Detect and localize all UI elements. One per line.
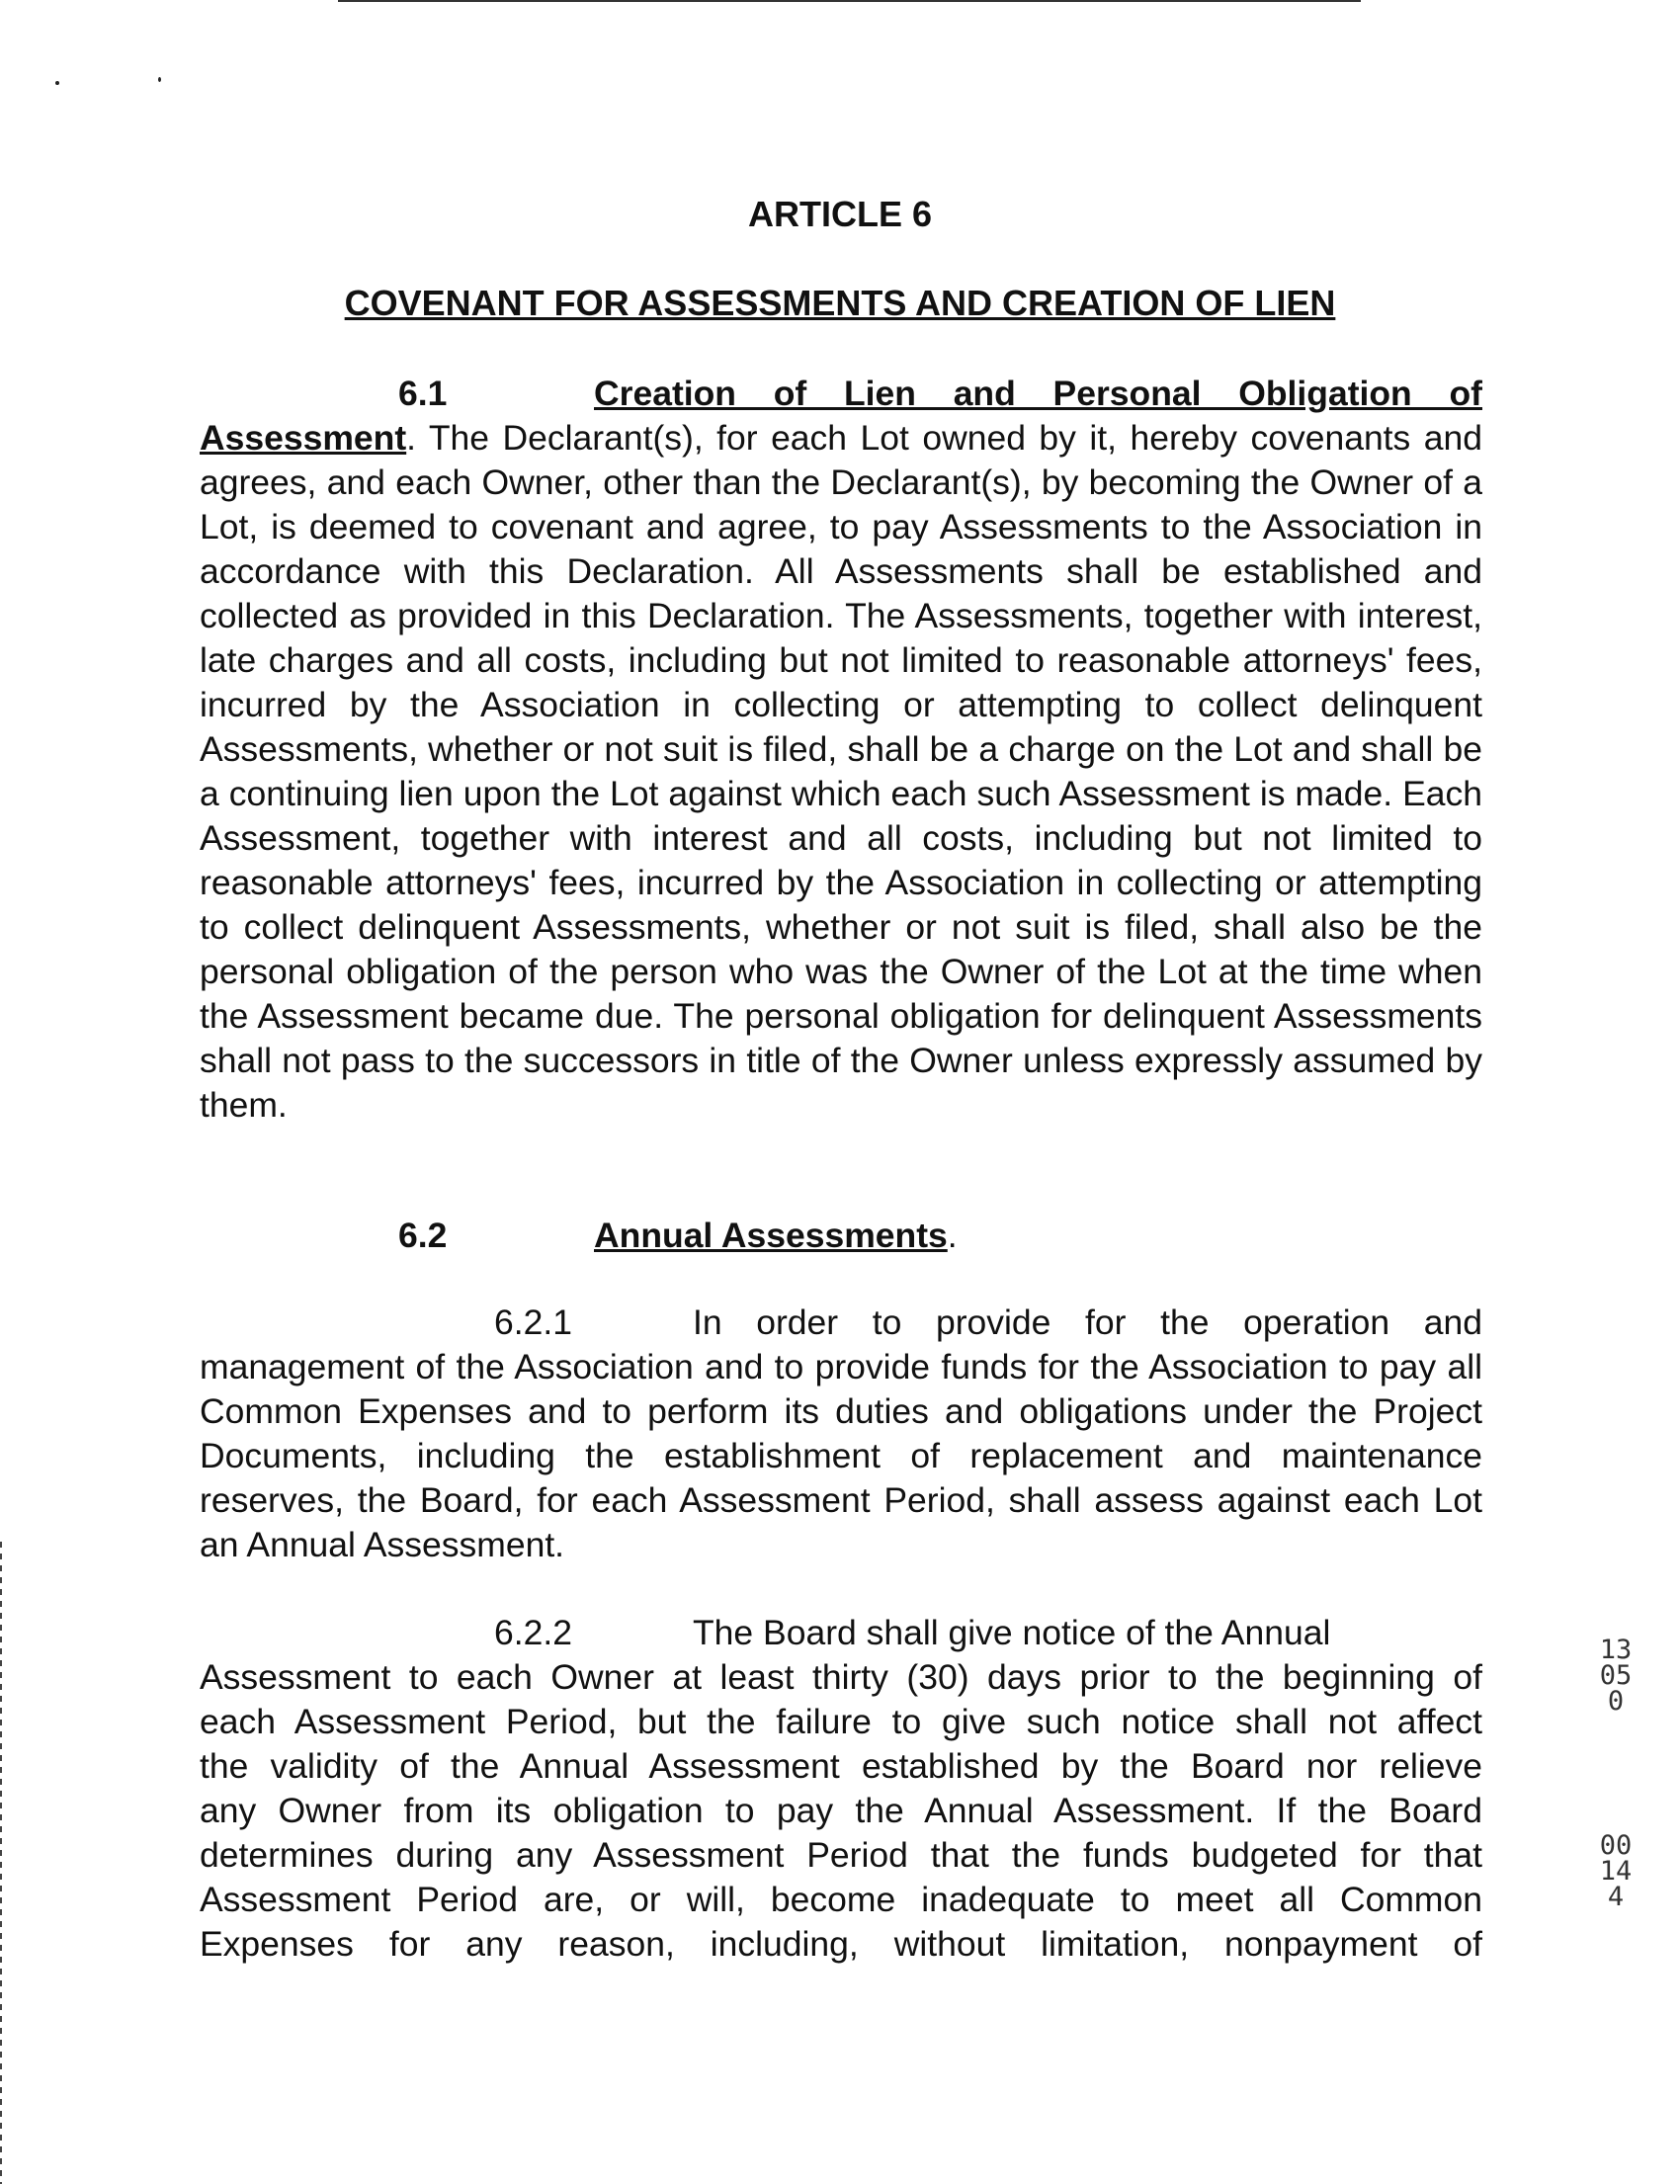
section-number: 6.1: [398, 374, 448, 413]
section-6-1: [200, 372, 1482, 1128]
section-heading-end: .: [406, 418, 417, 458]
subsection-body: In order to provide for the operation and management of the Association and to provide funds for the Association to pay all Common Expenses and to perform its duties and obligations under the Project Documents, including the establishment of replacement and maintenance reserves, the Board, for each Assessment Period, shall assess against each Lot an Annual Assessment.: [200, 1302, 1482, 1564]
scan-top-rule: [338, 0, 1361, 2]
subsection-number: 6.2.1: [494, 1302, 572, 1342]
subsection-line: Assessment to each Owner at least thirty (30) days prior to the beginning of: [200, 1657, 1482, 1697]
subsection-line: the validity of the Annual Assessment established by the Board nor relieve: [200, 1746, 1482, 1786]
article-title: ARTICLE 6: [747, 194, 932, 234]
scan-left-edge: [0, 1542, 2, 2184]
scan-speck: [55, 81, 59, 85]
article-subtitle: COVENANT FOR ASSESSMENTS AND CREATION OF LIEN: [344, 283, 1336, 323]
subsection-line: Assessment Period are, or will, become inadequate to meet all Common: [200, 1880, 1482, 1919]
subsection-line: determines during any Assessment Period that the funds budgeted for that: [200, 1835, 1482, 1875]
section-heading-continued: Assessment: [200, 418, 407, 458]
stamp-line-2: 00144: [1599, 1830, 1633, 1912]
subsection-number: 6.2.2: [494, 1613, 572, 1652]
stamp-line-1: 13050: [1599, 1635, 1633, 1717]
section-number: 6.2: [398, 1216, 448, 1255]
subsection-line: Expenses for any reason, including, without limitation, nonpayment of: [200, 1924, 1482, 1964]
section-heading-end: .: [947, 1216, 958, 1255]
scan-speck: [158, 77, 161, 82]
subsection-line: each Assessment Period, but the failure to give such notice shall not affect: [200, 1702, 1482, 1741]
subsection-line: The Board shall give notice of the Annual: [693, 1613, 1331, 1652]
section-6-2-1: [200, 1301, 1482, 1567]
section-heading: Annual Assessments: [594, 1216, 948, 1255]
section-6-2: [398, 1214, 958, 1258]
section-6-2-2: [200, 1611, 1482, 1967]
subsection-line: any Owner from its obligation to pay the Annual Assessment. If the Board: [200, 1791, 1482, 1830]
section-body: The Declarant(s), for each Lot owned by it, hereby covenants and agrees, and each Owner, other than the Declarant(s), by becoming the Owner of a Lot, is deemed to covenant and agree, to pay Assessments to the Association in accordance with this Declaration. All Assessments shall be established and collected as provided in this Declaration. The Assessments, together with interest, late charges and all costs, including but not limited to reasonable attorneys' fees, incurred by the Association in collecting or attempting to collect delinquent Assessments, whether or not suit is filed, shall be a charge on the Lot and shall be a continuing lien upon the Lot against which each such Assessment is made. Each Assessment, together with interest and all costs, including but not limited to reasonable attorneys' fees, incurred by the Association in collecting or attempting to collect delinquent Assessments, whether or not suit is filed, shall also be the personal obligation of the person who was the Owner of the Lot at the time when the Assessment became due. The personal obligation for delinquent Assessments shall not pass to the successors in title of the Owner unless expressly assumed by them.: [200, 418, 1482, 1125]
margin-document-stamp: [1596, 1586, 1636, 1936]
section-heading: Creation of Lien and Personal Obligation of: [594, 374, 1482, 413]
